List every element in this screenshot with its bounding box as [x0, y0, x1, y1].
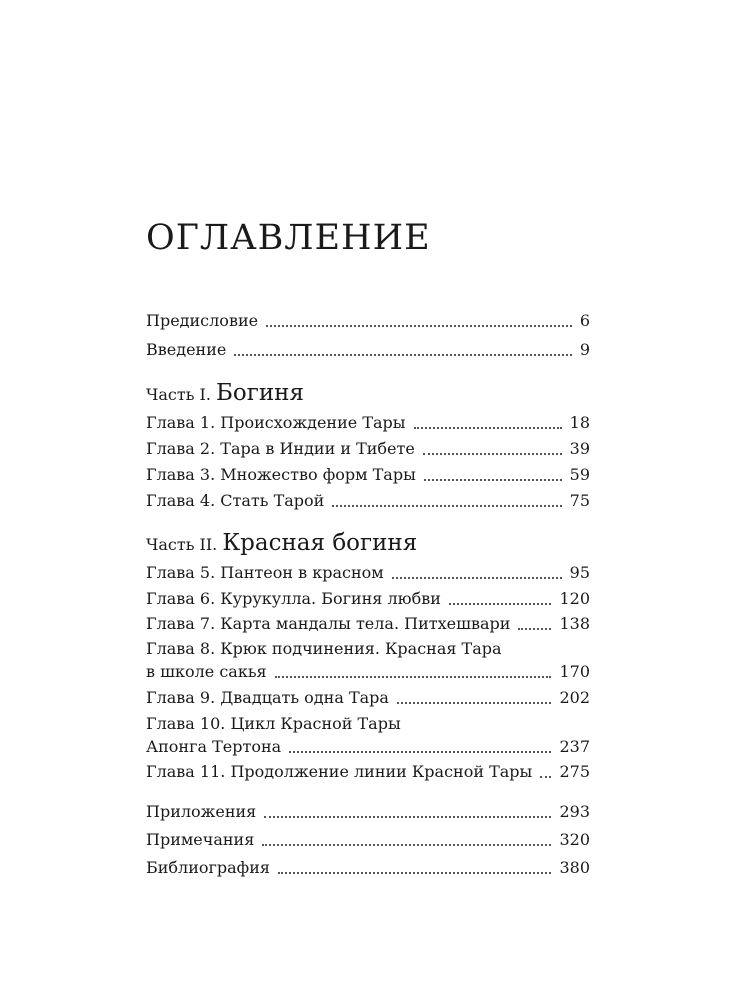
toc-entry-chapter[interactable] — [146, 436, 590, 462]
toc-entry-chapter[interactable] — [146, 659, 590, 685]
toc-entry-title: Глава 9. Двадцать одна Тара — [146, 688, 389, 707]
toc-entry-title: Апонга Тертона — [146, 737, 282, 756]
dot-leader — [397, 702, 552, 704]
toc-entry-appendix[interactable] — [146, 799, 590, 825]
toc-entry-chapter[interactable] — [146, 734, 590, 760]
toc-entry-title: Глава 5. Пантеон в красном — [146, 563, 384, 582]
dot-leader — [424, 479, 562, 481]
dot-leader — [266, 325, 572, 327]
toc-entry-title: в школе сакья — [146, 662, 267, 681]
part-heading-1 — [146, 376, 304, 410]
dot-leader — [449, 603, 552, 605]
page-title: ОГЛАВЛЕНИЕ — [146, 218, 431, 258]
toc-entry-notes[interactable] — [146, 827, 590, 853]
toc-entry-title: Глава 3. Множество форм Тары — [146, 465, 416, 484]
toc-entry-page: 138 — [559, 614, 590, 633]
toc-entry-chapter[interactable] — [146, 410, 590, 436]
part-label: Часть I. — [146, 385, 211, 404]
part-label: Часть II. — [146, 535, 218, 554]
dot-leader — [540, 776, 551, 778]
toc-entry-title: Приложения — [146, 802, 257, 821]
toc-entry-title: Глава 6. Курукулла. Богиня любви — [146, 589, 441, 608]
toc-entry-line1[interactable]: Глава 10. Цикл Красной Тары — [146, 714, 401, 733]
toc-entry-intro[interactable] — [146, 337, 590, 363]
toc-entry-page: 18 — [569, 413, 590, 432]
toc-entry-title: Глава 11. Продолжение линии Красной Тары — [146, 762, 533, 781]
toc-entry-chapter[interactable] — [146, 488, 590, 514]
dot-leader — [234, 354, 571, 356]
dot-leader — [264, 816, 551, 818]
toc-entry-page: 170 — [559, 662, 590, 681]
toc-entry-page: 380 — [559, 858, 590, 877]
toc-entry-page: 6 — [579, 311, 590, 330]
dot-leader — [262, 844, 551, 846]
toc-entry-title: Глава 1. Происхождение Тары — [146, 413, 406, 432]
part-name: Богиня — [216, 380, 304, 406]
toc-entry-page: 237 — [559, 737, 590, 756]
toc-entry-page: 59 — [569, 465, 590, 484]
toc-entry-chapter[interactable] — [146, 759, 590, 785]
toc-entry-title: Примечания — [146, 830, 255, 849]
dot-leader — [518, 628, 551, 630]
toc-entry-title: Введение — [146, 340, 227, 359]
toc-entry-chapter[interactable] — [146, 586, 590, 612]
dot-leader — [278, 872, 551, 874]
toc-entry-page: 320 — [559, 830, 590, 849]
dot-leader — [414, 427, 562, 429]
dot-leader — [332, 505, 561, 507]
toc-entry-page: 275 — [559, 762, 590, 781]
part-name: Красная богиня — [222, 530, 418, 556]
toc-entry-page: 9 — [579, 340, 590, 359]
toc-entry-title: Глава 4. Стать Тарой — [146, 491, 325, 510]
toc-entry-line1[interactable]: Глава 8. Крюк подчинения. Красная Тара — [146, 639, 502, 658]
part-heading-2 — [146, 526, 417, 560]
dot-leader — [275, 676, 552, 678]
dot-leader — [423, 453, 562, 455]
toc-entry-page: 202 — [559, 688, 590, 707]
toc-entry-chapter[interactable] — [146, 685, 590, 711]
toc-entry-bibliography[interactable] — [146, 855, 590, 881]
toc-entry-page: 293 — [559, 802, 590, 821]
toc-entry-chapter[interactable] — [146, 560, 590, 586]
dot-leader — [392, 577, 562, 579]
dot-leader — [289, 751, 551, 753]
toc-entry-page: 39 — [569, 439, 590, 458]
toc-entry-chapter[interactable] — [146, 462, 590, 488]
toc-entry-preface[interactable] — [146, 308, 590, 334]
toc-entry-chapter[interactable] — [146, 611, 590, 637]
toc-entry-title: Глава 2. Тара в Индии и Тибете — [146, 439, 415, 458]
toc-entry-title: Предисловие — [146, 311, 259, 330]
toc-entry-page: 75 — [569, 491, 590, 510]
toc-entry-title: Глава 7. Карта мандалы тела. Питхешвари — [146, 614, 511, 633]
toc-entry-title: Библиография — [146, 858, 270, 877]
toc-entry-page: 120 — [559, 589, 590, 608]
toc-entry-page: 95 — [569, 563, 590, 582]
